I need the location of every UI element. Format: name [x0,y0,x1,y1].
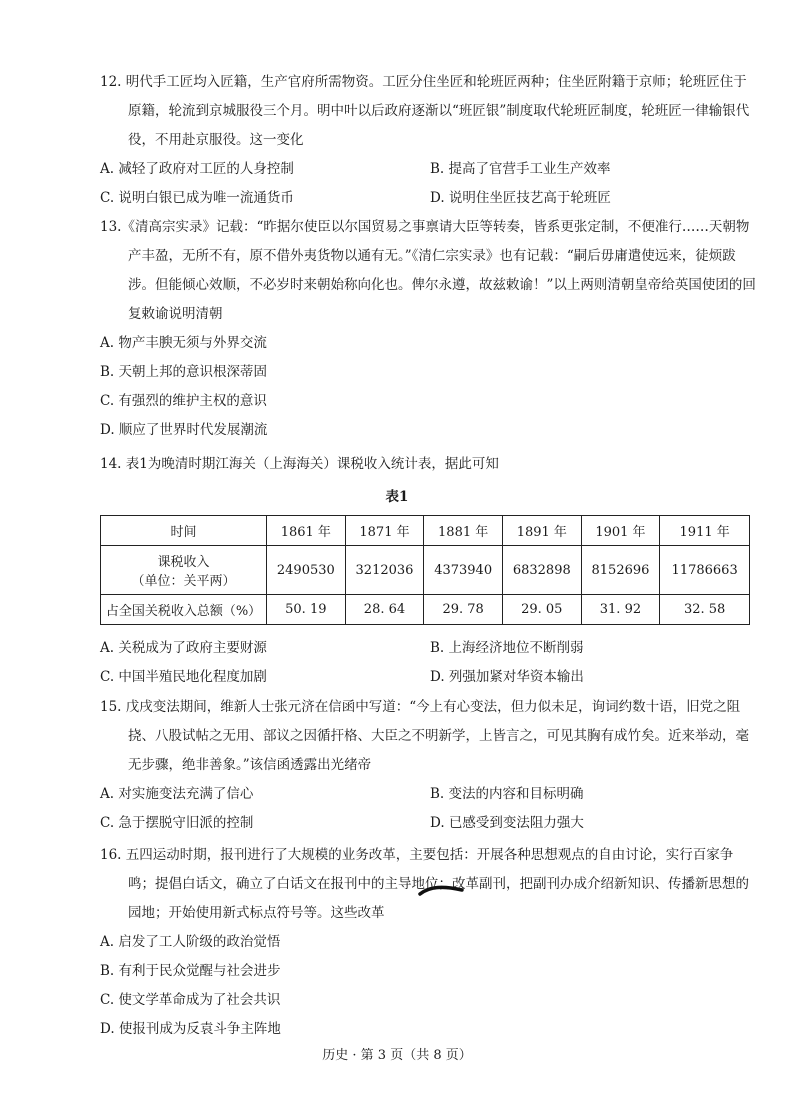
question-15 [100,693,760,838]
question-14 [100,450,760,479]
q14-option-c[interactable]: C. 中国半殖民地化程度加剧 [100,669,267,685]
income-label: 课税收入 [157,555,210,570]
q16-option-a[interactable]: A. 启发了工人阶级的政治觉悟 [100,934,281,950]
pen-stroke-mark [418,884,464,896]
table-cell: 4373940 [424,546,503,595]
table-header-cell: 1901 年 [581,516,660,546]
question-14-stem: 14. 表1为晚清时期江海关（上海海关）课税收入统计表，据此可知 [100,456,499,472]
table-header-cell: 1861 年 [267,516,346,546]
table-header-cell: 1881 年 [424,516,503,546]
question-12 [100,68,760,213]
table-header-cell: 1871 年 [345,516,424,546]
q12-option-c[interactable]: C. 说明白银已成为唯一流通货币 [100,190,294,206]
question-16 [100,841,760,1044]
customs-revenue-table [100,515,750,625]
q16-option-c[interactable]: C. 使文学革命成为了社会共识 [100,992,281,1008]
table-cell: 29. 78 [424,595,503,625]
q15-option-d[interactable]: D. 已感受到变法阻力强大 [430,815,584,831]
q14-option-d[interactable]: D. 列强加紧对华资本输出 [430,669,584,685]
question-12-stem: 12. 明代手工匠均入匠籍，生产官府所需物资。工匠分住坐匠和轮班匠两种；住坐匠附籍于京师；轮班匠住于原籍，轮流到京城服役三个月。明中叶以后政府逐渐以“班匠银”制度取代轮班匠制度，轮班匠一律输银代役，不用赴京服役。这一变化 [100,74,750,148]
table-cell: 50. 19 [267,595,346,625]
q13-option-c[interactable]: C. 有强烈的维护主权的意识 [100,393,267,409]
q16-option-b[interactable]: B. 有利于民众觉醒与社会进步 [100,963,281,979]
table-caption: 表1 [385,489,409,505]
table-header-cell: 1891 年 [502,516,581,546]
q13-option-b[interactable]: B. 天朝上邦的意识根深蒂固 [100,364,268,380]
table-row [101,595,750,625]
table-row [101,516,750,546]
table-header-cell: 时间 [101,516,267,546]
table-cell: 3212036 [345,546,424,595]
q14-option-b[interactable]: B. 上海经济地位不断削弱 [430,640,584,656]
question-16-stem: 16. 五四运动时期，报刊进行了大规模的业务改革，主要包括：开展各种思想观点的自由讨论，实行百家争鸣；提倡白话文，确立了白话文在报刊中的主导地位；改革副刊，把副刊办成介绍新知识、传播新思想的园地；开始使用新式标点符号等。这些改革 [100,847,749,921]
q16-option-d[interactable]: D. 使报刊成为反袁斗争主阵地 [100,1021,281,1037]
table-cell: 28. 64 [345,595,424,625]
page-footer: 历史 · 第 3 页（共 8 页） [322,1048,472,1063]
q14-option-a[interactable]: A. 关税成为了政府主要财源 [100,640,267,656]
table-row-label: 占全国关税收入总额（%） [101,595,267,625]
table-cell: 11786663 [660,546,750,595]
table-cell: 6832898 [502,546,581,595]
q13-option-d[interactable]: D. 顺应了世界时代发展潮流 [100,422,268,438]
q15-option-a[interactable]: A. 对实施变法充满了信心 [100,786,254,802]
table-cell: 2490530 [267,546,346,595]
question-13-stem: 13.《清高宗实录》记载：“昨据尔使臣以尔国贸易之事禀请大臣等转奏，皆系更张定制，不便准行……天朝物产丰盈，无所不有，原不借外夷货物以通有无。”《清仁宗实录》也有记载：“嗣后毋庸遣使远来，徒烦跋涉。但能倾心效顺，不必岁时来朝始称向化也。俾尔永遵，故兹敕谕！”以上两则清朝皇帝给英国使团的回复敕谕说明清朝 [100,219,756,322]
table-row [101,546,750,595]
table-cell: 31. 92 [581,595,660,625]
question-15-stem: 15. 戊戌变法期间，维新人士张元济在信函中写道：“今上有心变法，但力似未足，询词约数十语，旧党之阻挠、八股试帖之无用、部议之因循扞格、大臣之不明新学，上皆言之，可见其胸有成竹矣。近来举动，毫无步骤，绝非善象。”该信函透露出光绪帝 [100,699,749,773]
question-13 [100,213,760,445]
q12-option-d[interactable]: D. 说明住坐匠技艺高于轮班匠 [430,190,611,206]
q12-option-a[interactable]: A. 减轻了政府对工匠的人身控制 [100,161,294,177]
table-cell: 32. 58 [660,595,750,625]
table-header-cell: 1911 年 [660,516,750,546]
q12-option-b[interactable]: B. 提高了官营手工业生产效率 [430,161,611,177]
table-cell: 29. 05 [502,595,581,625]
question-14-options [100,634,760,692]
q15-option-c[interactable]: C. 急于摆脱守旧派的控制 [100,815,254,831]
q15-option-b[interactable]: B. 变法的内容和目标明确 [430,786,584,802]
q13-option-a[interactable]: A. 物产丰腴无须与外界交流 [100,335,267,351]
table-row-label [101,546,267,595]
income-unit-label: （单位：关平两） [131,574,236,589]
table-cell: 8152696 [581,546,660,595]
